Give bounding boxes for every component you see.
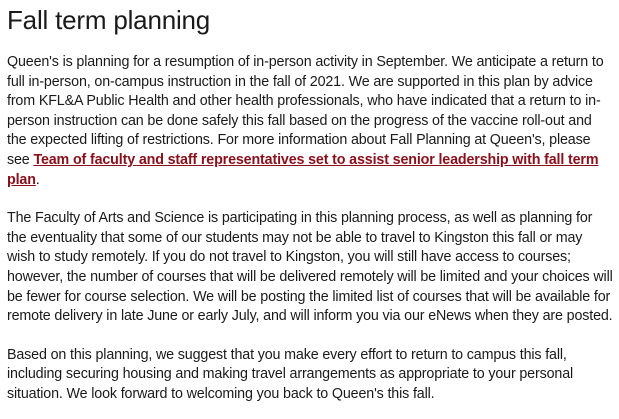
page-title: Fall term planning bbox=[7, 5, 211, 35]
page-content bbox=[0, 5, 619, 419]
paragraph-planning-intro bbox=[7, 53, 613, 190]
paragraph-planning-intro-end: . bbox=[35, 171, 40, 188]
paragraph-planning-intro-text: Queen's is planning for a resumption of in-person activity in September. We anticipate a return to full in-person, on-campus instruction in the fall of 2021. We are supported in this plan by advice from KFL&A Public Health and other health professionals, who have indicated that a return to in-person instruction can be done safely this fall based on the progress of the vaccine roll-out and the expected lifting of restrictions. For more information about Fall Planning at Queen's, please see bbox=[7, 54, 604, 168]
paragraph-remote-study: The Faculty of Arts and Science is participating in this planning process, as well as planning for the eventuality that some of our students may not be able to travel to Kingston this fall or may wish to study remotely. If you do not travel to Kingston, you will still have access to courses; however, the number of courses that will be delivered remotely will be limited and your choices will be fewer for course selection. We will be posting the limited list of courses that will be available for remote delivery in late June or early July, and will inform you via our eNews when they are posted. bbox=[7, 210, 613, 325]
fall-term-plan-link[interactable]: Team of faculty and staff representatives set to assist senior leadership with fall term plan bbox=[7, 151, 599, 188]
paragraph-return-to-campus: Based on this planning, we suggest that you make every effort to return to campus this fall, including securing housing and making travel arrangements as appropriate to your personal situation. We look forward to welcoming you back to Queen's this fall. bbox=[7, 346, 574, 402]
